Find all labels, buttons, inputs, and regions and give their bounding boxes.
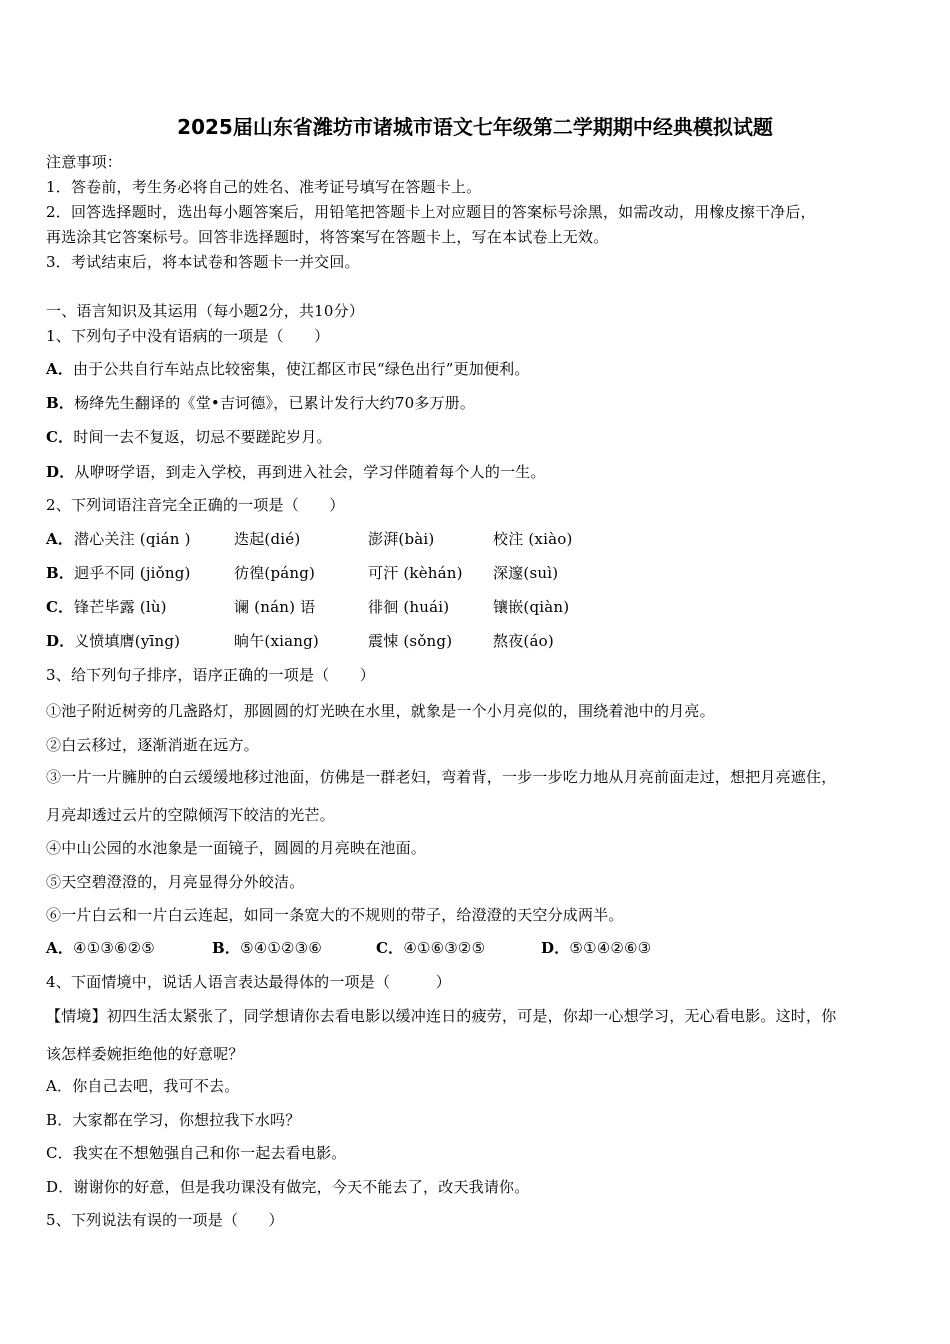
pinyin-cell: 彷徨(páng) <box>234 564 316 582</box>
order-option <box>212 938 322 958</box>
question-stem: 5、下列说法有误的一项是（ ） <box>46 1211 284 1229</box>
option-label: D． <box>46 632 75 650</box>
page-title: 2025届山东省潍坊市诸城市语文七年级第二学期期中经典模拟试题 <box>177 115 773 139</box>
question-option: B．大家都在学习，你想拉我下水吗？ <box>46 1111 301 1129</box>
pinyin-cell: 迥乎不同 (jiǒng) <box>74 564 191 582</box>
pinyin-cell: 校注 (xiào) <box>493 530 573 548</box>
sentence: ②白云移过，逐渐消逝在远方。 <box>46 736 259 754</box>
option-label: D． <box>46 463 75 481</box>
sentence: 月亮却透过云片的空隙倾泻下皎洁的光芒。 <box>46 806 335 824</box>
pinyin-option-row <box>46 563 906 583</box>
pinyin-cell: 锋芒毕露 (lù) <box>74 598 167 616</box>
pinyin-option-row <box>46 597 906 617</box>
pinyin-cell: 义愤填膺(yīng) <box>74 632 181 650</box>
pinyin-cell: 熬夜(áo) <box>493 632 554 650</box>
option-label: B． <box>46 394 75 412</box>
context-text: 【情境】初四生活太紧张了，同学想请你去看电影以缓冲连日的疲劳，可是，你却一心想学习，无心看电影。这时，你 <box>46 1007 837 1025</box>
sentence: ③一片一片臃肿的白云缓缓地移过池面，仿佛是一群老妇，弯着背，一步一步吃力地从月亮前面走过，想把月亮遮住， <box>46 768 837 786</box>
option-text: 由于公共自行车站点比较密集，使江都区市民“绿色出行”更加便利。 <box>73 360 530 378</box>
question-stem: 4、下面情境中，说话人语言表达最得体的一项是（ ） <box>46 973 451 991</box>
option-label: C． <box>46 428 74 446</box>
context-text: 该怎样委婉拒绝他的好意呢？ <box>46 1045 244 1063</box>
option-label: A． <box>46 360 74 378</box>
pinyin-cell: 震悚 (sǒng) <box>368 632 453 650</box>
pinyin-cell: 潜心关注 (qián ) <box>74 530 191 548</box>
option-label: B． <box>46 564 75 582</box>
option-text: ⑤④①②③⑥ <box>240 939 322 957</box>
order-option <box>541 938 651 958</box>
pinyin-cell: 澎湃(bài) <box>368 530 435 548</box>
pinyin-cell: 镶嵌(qiàn) <box>493 598 570 616</box>
pinyin-cell: 晌午(xiang) <box>234 632 319 650</box>
sentence: ⑥一片白云和一片白云连起，如同一条宽大的不规则的带子，给澄澄的天空分成两半。 <box>46 906 624 924</box>
sentence: ⑤天空碧澄澄的，月亮显得分外皎洁。 <box>46 873 305 891</box>
question-stem: 2、下列词语注音完全正确的一项是（ ） <box>46 496 345 514</box>
question-stem: 1、下列句子中没有语病的一项是（ ） <box>46 327 330 345</box>
option-label: A． <box>46 530 74 548</box>
option-label: C． <box>46 598 74 616</box>
question-option: D．谢谢你的好意，但是我功课没有做完，今天不能去了，改天我请你。 <box>46 1178 530 1196</box>
notice-item: 2．回答选择题时，选出每小题答案后，用铅笔把答题卡上对应题目的答案标号涂黑，如需改动，用橡皮擦干净后， <box>46 203 816 221</box>
question-option <box>46 393 475 413</box>
order-option <box>376 938 485 958</box>
pinyin-cell: 深邃(suì) <box>493 564 559 582</box>
question-option <box>46 359 530 379</box>
sentence: ④中山公园的水池象是一面镜子，圆圆的月亮映在池面。 <box>46 839 427 857</box>
question-option: C．我实在不想勉强自己和你一起去看电影。 <box>46 1144 347 1162</box>
pinyin-option-row <box>46 631 906 651</box>
option-text: 时间一去不复返，切忌不要蹉跎岁月。 <box>73 428 332 446</box>
option-text: ⑤①④②⑥③ <box>569 939 652 957</box>
pinyin-cell: 徘徊 (huái) <box>368 598 450 616</box>
sentence: ①池子附近树旁的几盏路灯，那圆圆的灯光映在水里，就象是一个小月亮似的，围绕着池中的月亮。 <box>46 702 715 720</box>
notice-item: 1．答卷前，考生务必将自己的姓名、准考证号填写在答题卡上。 <box>46 178 482 196</box>
option-label: D． <box>541 939 570 957</box>
section-heading: 一、语言知识及其运用（每小题2分，共10分） <box>46 302 365 320</box>
option-label: A． <box>46 939 74 957</box>
pinyin-option-row <box>46 529 906 549</box>
option-text: 杨绛先生翻译的《堂•吉诃德》，已累计发行大约70多万册。 <box>74 394 476 412</box>
option-text: ④①③⑥②⑤ <box>73 939 155 957</box>
notice-item: 3．考试结束后，将本试卷和答题卡一并交回。 <box>46 253 360 271</box>
option-label: B． <box>212 939 241 957</box>
question-option: A．你自己去吧，我可不去。 <box>46 1077 240 1095</box>
question-option <box>46 462 546 482</box>
option-text: ④①⑥③②⑤ <box>403 939 486 957</box>
notice-item: 再选涂其它答案标号。回答非选择题时，将答案写在答题卡上，写在本试卷上无效。 <box>46 228 609 246</box>
pinyin-cell: 可汗 (kèhán) <box>368 564 463 582</box>
order-option <box>46 938 155 958</box>
option-label: C． <box>376 939 404 957</box>
pinyin-cell: 迭起(dié) <box>234 530 301 548</box>
pinyin-cell: 谰 (nán) 语 <box>234 598 316 616</box>
option-text: 从咿呀学语，到走入学校，再到进入社会，学习伴随着每个人的一生。 <box>74 463 546 481</box>
question-stem: 3、给下列句子排序，语序正确的一项是（ ） <box>46 666 375 684</box>
question-option <box>46 427 332 447</box>
notice-heading: 注意事项： <box>46 153 123 171</box>
